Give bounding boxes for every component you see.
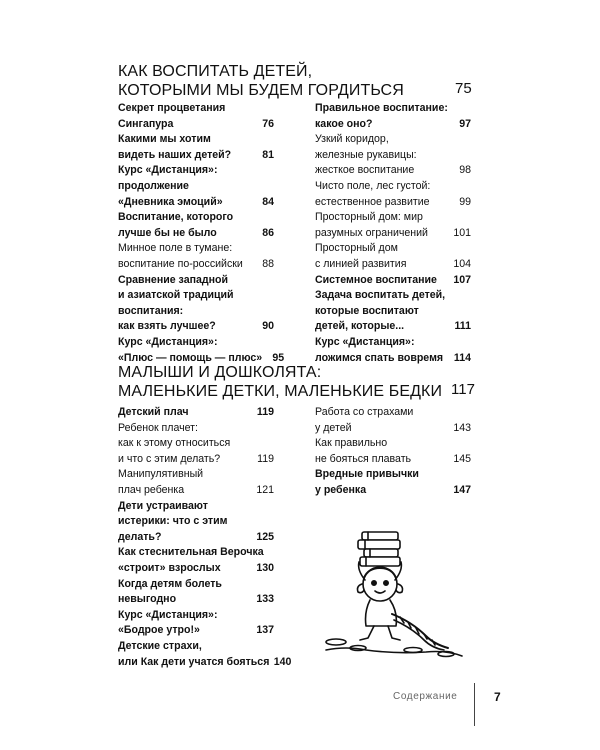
toc-entry-line — [118, 148, 274, 164]
toc-entry-line — [315, 148, 471, 164]
toc-entry-page: 114 — [453, 351, 471, 364]
toc-entry-page: 97 — [459, 117, 471, 130]
toc-entry-text: детей, которые... — [315, 320, 405, 333]
toc-entry-text: делать? — [118, 530, 162, 543]
toc-entry-line — [315, 195, 471, 211]
section-1-title — [118, 62, 478, 100]
toc-entry-text: и что с этим делать? — [118, 452, 221, 465]
toc-entry-text: или Как дети учатся бояться — [118, 655, 270, 668]
toc-entry-text: «строит» взрослых — [118, 561, 221, 574]
toc-entry-text: «Дневника эмоций» — [118, 195, 223, 208]
toc-entry-line — [315, 101, 471, 117]
toc-entry-line — [315, 273, 471, 289]
toc-entry-line — [118, 421, 274, 437]
toc-entry-line — [118, 226, 274, 242]
section-1-title-line: КОТОРЫМИ МЫ БУДЕМ ГОРДИТЬСЯ — [118, 82, 404, 99]
toc-entry-line — [315, 436, 471, 452]
toc-entry-text: Чисто поле, лес густой: — [315, 179, 431, 192]
toc-entry-page: 101 — [453, 226, 471, 239]
toc-entry-text: у ребенка — [315, 483, 367, 496]
section-2-title-line: МАЛЕНЬКИЕ ДЕТКИ, МАЛЕНЬКИЕ БЕДКИ — [118, 383, 443, 400]
toc-entry-text: железные рукавицы: — [315, 148, 417, 161]
toc-entry-line — [315, 241, 471, 257]
toc-entry-line — [118, 132, 274, 148]
toc-entry-text: Секрет процветания — [118, 102, 226, 114]
toc-entry-page: 145 — [453, 452, 471, 465]
section-2-right-column — [315, 405, 471, 499]
toc-entry-text: как к этому относиться — [118, 437, 231, 450]
toc-entry-page: 143 — [453, 421, 471, 434]
toc-entry-line — [118, 467, 274, 483]
section-1-left-column — [118, 101, 285, 366]
child-with-books-illustration — [318, 522, 468, 662]
toc-entry-text: Курс «Дистанция»: — [118, 164, 218, 177]
toc-entry-line — [315, 304, 471, 320]
toc-entry-line — [315, 117, 471, 133]
toc-entry-page: 90 — [262, 320, 274, 333]
toc-entry-line — [315, 405, 471, 421]
toc-entry-text: истерики: что с этим — [118, 515, 228, 528]
toc-entry-text: Сингапура — [118, 117, 174, 130]
toc-entry-page: 133 — [256, 593, 274, 606]
toc-entry-text: видеть наших детей? — [118, 148, 232, 161]
toc-entry-text: Узкий коридор, — [315, 133, 389, 146]
toc-entry-line — [315, 210, 471, 226]
toc-entry-text: лучше бы не было — [118, 226, 217, 239]
toc-entry-text: какое оно? — [315, 117, 373, 130]
toc-entry-line — [118, 436, 274, 452]
toc-entry-line — [118, 452, 274, 468]
section-1-title-line: КАК ВОСПИТАТЬ ДЕТЕЙ, — [118, 63, 313, 80]
toc-entry-page: 111 — [454, 320, 471, 333]
toc-entry-page: 86 — [262, 226, 274, 239]
toc-entry-line — [118, 608, 274, 624]
section-2-page-number: 117 — [451, 381, 475, 398]
toc-entry-text: Работа со страхами — [315, 406, 414, 418]
toc-entry-text: Ребенок плачет: — [118, 421, 198, 434]
toc-entry-line — [118, 288, 274, 304]
section-1-page-number: 75 — [455, 80, 472, 97]
toc-entry-text: Вредные привычки — [315, 468, 419, 481]
toc-entry-line — [118, 257, 274, 273]
toc-entry-line — [315, 257, 471, 273]
toc-entry-line — [118, 545, 274, 561]
toc-entry-page: 125 — [256, 530, 274, 543]
section-2-title-line: МАЛЫШИ И ДОШКОЛЯТА: — [118, 364, 322, 381]
toc-entry-text: Детский плач — [118, 406, 189, 418]
toc-entry-line — [118, 101, 274, 117]
toc-entry-line — [118, 577, 274, 593]
toc-entry-line — [118, 655, 292, 671]
toc-entry-line — [118, 210, 274, 226]
toc-entry-line — [118, 530, 274, 546]
toc-entry-line — [118, 639, 274, 655]
toc-entry-text: ложимся спать вовремя — [315, 351, 444, 364]
toc-entry-line — [315, 452, 471, 468]
toc-entry-page: 104 — [453, 257, 471, 270]
toc-entry-line — [315, 467, 471, 483]
toc-entry-line — [315, 163, 471, 179]
toc-entry-text: Системное воспитание — [315, 273, 437, 286]
toc-entry-text: Просторный дом: мир — [315, 211, 423, 224]
section-2-left-column — [118, 405, 292, 670]
toc-entry-line — [315, 319, 471, 335]
toc-entry-text: Минное поле в тумане: — [118, 242, 233, 255]
toc-entry-text: Когда детям болеть — [118, 577, 222, 590]
toc-entry-page: 119 — [257, 452, 274, 465]
toc-entry-text: «Бодрое утро!» — [118, 624, 200, 637]
toc-entry-line — [118, 623, 274, 639]
toc-entry-line — [118, 483, 274, 499]
toc-entry-text: «Плюс — помощь — плюс» — [118, 351, 263, 364]
toc-entry-line — [118, 273, 274, 289]
toc-entry-text: Правильное воспитание: — [315, 102, 448, 114]
toc-entry-line — [118, 335, 274, 351]
toc-entry-text: не бояться плавать — [315, 452, 412, 465]
toc-entry-page: 95 — [272, 351, 285, 364]
toc-entry-text: воспитание по-российски — [118, 257, 243, 270]
toc-entry-text: с линией развития — [315, 257, 407, 270]
toc-entry-text: невыгодно — [118, 593, 177, 606]
toc-entry-text: Просторный дом — [315, 242, 398, 255]
toc-entry-text: Как стеснительная Верочка — [118, 546, 264, 559]
toc-entry-text: плач ребенка — [118, 483, 185, 496]
toc-entry-line — [118, 179, 274, 195]
footer-page-number: 7 — [494, 690, 501, 704]
toc-entry-line — [118, 117, 274, 133]
toc-entry-line — [118, 561, 274, 577]
toc-entry-page: 140 — [273, 655, 292, 668]
toc-entry-text: Курс «Дистанция»: — [118, 608, 218, 621]
toc-entry-text: естественное развитие — [315, 195, 430, 208]
toc-entry-line — [118, 592, 274, 608]
toc-entry-text: воспитания: — [118, 304, 184, 317]
toc-entry-line — [315, 335, 471, 351]
toc-entry-line — [315, 483, 471, 499]
toc-entry-text: которые воспитают — [315, 304, 419, 317]
toc-entry-text: Дети устраивают — [118, 499, 208, 512]
toc-entry-line — [118, 514, 274, 530]
section-2-title — [118, 363, 478, 401]
footer-divider — [474, 683, 475, 726]
toc-entry-page: 121 — [256, 483, 274, 496]
toc-entry-line — [315, 132, 471, 148]
toc-entry-page: 107 — [453, 273, 471, 286]
toc-entry-line — [118, 319, 274, 335]
toc-entry-text: жесткое воспитание — [315, 164, 415, 177]
toc-entry-line — [118, 405, 274, 421]
toc-entry-text: и азиатской традиций — [118, 289, 234, 302]
footer-section-label: Содержание — [393, 691, 458, 702]
toc-entry-page: 81 — [262, 148, 274, 161]
toc-entry-page: 137 — [256, 624, 274, 637]
toc-entry-text: продолжение — [118, 179, 189, 192]
toc-entry-text: Сравнение западной — [118, 273, 228, 286]
toc-entry-text: Задача воспитать детей, — [315, 289, 446, 302]
toc-entry-line — [315, 179, 471, 195]
toc-entry-page: 99 — [459, 195, 471, 208]
toc-entry-text: Детские страхи, — [118, 639, 202, 652]
toc-entry-page: 147 — [453, 483, 471, 496]
toc-entry-page: 76 — [262, 117, 274, 130]
toc-entry-text: Курс «Дистанция»: — [118, 335, 218, 348]
toc-entry-page: 88 — [262, 257, 274, 270]
toc-entry-page: 119 — [256, 406, 274, 418]
section-1-right-column — [315, 101, 471, 366]
toc-entry-text: Курс «Дистанция»: — [315, 335, 415, 348]
toc-entry-text: как взять лучшее? — [118, 320, 216, 333]
toc-entry-line — [315, 226, 471, 242]
toc-entry-text: разумных ограничений — [315, 226, 428, 239]
toc-entry-page: 130 — [256, 561, 274, 574]
toc-entry-text: Какими мы хотим — [118, 133, 211, 146]
toc-entry-line — [118, 499, 274, 515]
toc-entry-page: 84 — [262, 195, 274, 208]
toc-entry-text: Как правильно — [315, 437, 388, 450]
toc-entry-text: Воспитание, которого — [118, 211, 234, 224]
toc-entry-line — [118, 241, 274, 257]
toc-entry-line — [118, 163, 274, 179]
toc-entry-page: 98 — [459, 164, 471, 177]
toc-entry-line — [315, 421, 471, 437]
toc-entry-text: Манипулятивный — [118, 468, 204, 481]
toc-entry-line — [118, 304, 274, 320]
toc-entry-line — [118, 195, 274, 211]
toc-entry-text: у детей — [315, 421, 352, 434]
toc-entry-line — [315, 288, 471, 304]
